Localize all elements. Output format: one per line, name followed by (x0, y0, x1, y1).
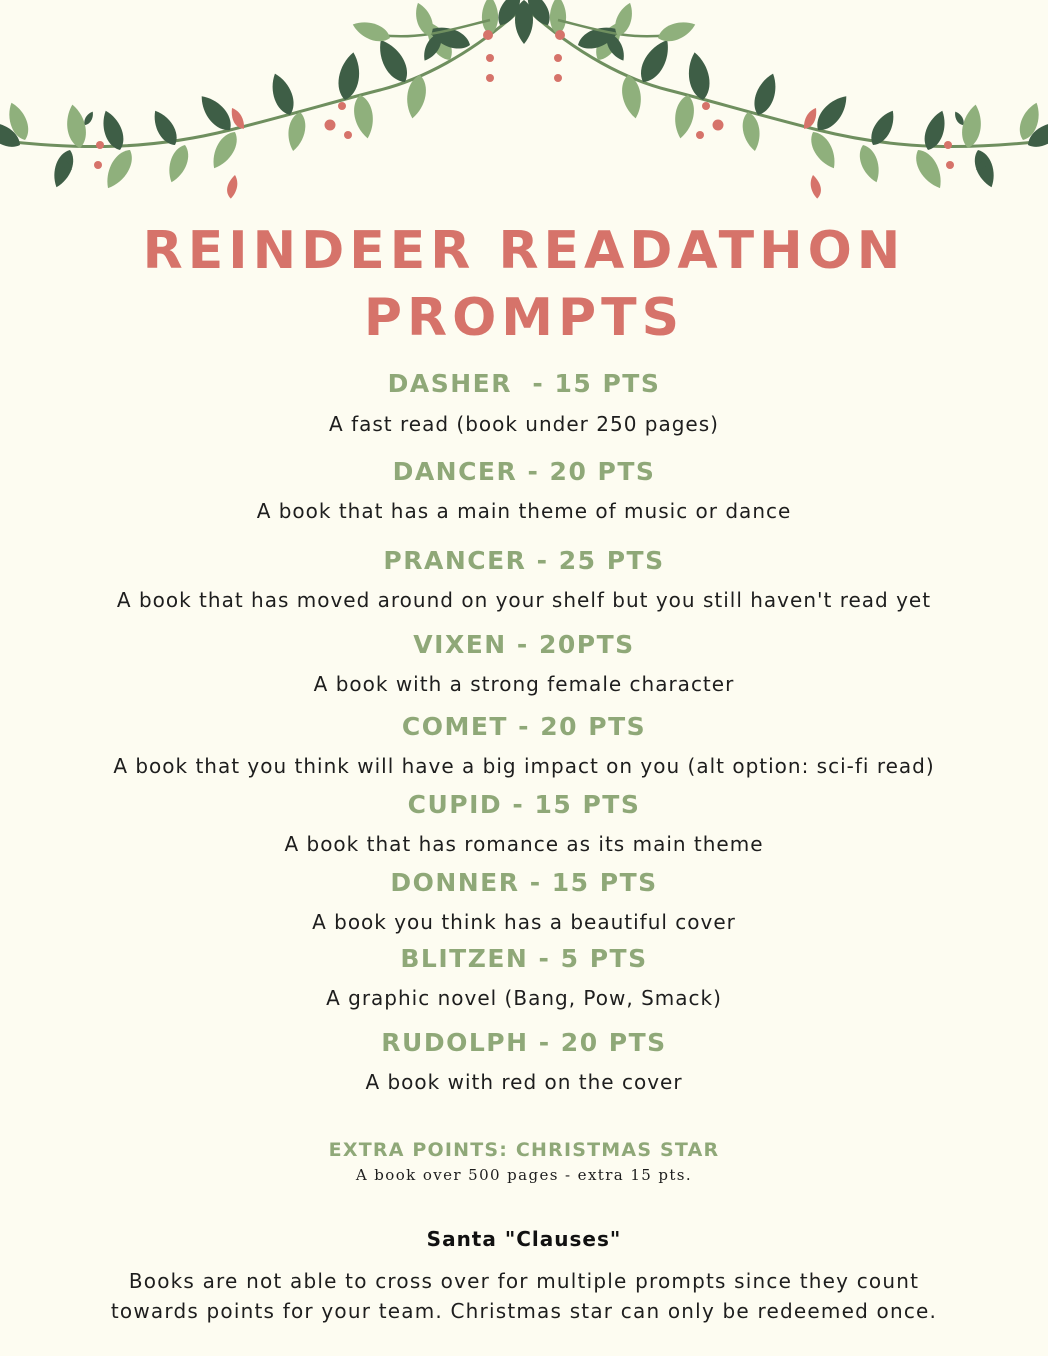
prompt-heading: RUDOLPH - 20 PTS (381, 1028, 667, 1057)
prompt-heading: BLITZEN - 5 PTS (400, 944, 648, 973)
rules-body (100, 1266, 948, 1326)
prompt-heading: VIXEN - 20PTS (413, 630, 635, 659)
prompt-heading: DANCER - 20 PTS (392, 457, 656, 486)
prompt-heading: PRANCER - 25 PTS (383, 546, 665, 575)
page-title-line-2: PROMPTS (363, 288, 685, 348)
holly-garland-decoration (0, 0, 1048, 205)
extra-points-heading: EXTRA POINTS: CHRISTMAS STAR (328, 1139, 720, 1161)
prompt-description: A fast read (book under 250 pages) (329, 412, 719, 436)
prompt-description: A book that you think will have a big impact on you (alt option: sci-fi read) (113, 754, 935, 778)
prompt-heading: COMET - 20 PTS (401, 712, 647, 741)
extra-points-description: A book over 500 pages - extra 15 pts. (355, 1166, 693, 1184)
prompt-description: A book with a strong female character (313, 672, 735, 696)
rules-title: Santa "Clauses" (426, 1227, 622, 1251)
prompt-description: A book that has a main theme of music or dance (256, 499, 792, 523)
prompt-heading: DASHER - 15 PTS (387, 369, 661, 398)
prompt-description: A graphic novel (Bang, Pow, Smack) (326, 986, 722, 1010)
prompt-description: A book that has moved around on your shelf but you still haven't read yet (116, 588, 932, 612)
page-title-line-1: REINDEER READATHON (142, 221, 906, 281)
prompt-heading: DONNER - 15 PTS (390, 868, 658, 897)
prompt-description: A book that has romance as its main theme (284, 832, 764, 856)
rules-line: Books are not able to cross over for multiple prompts since they count (128, 1269, 920, 1293)
prompt-description: A book you think has a beautiful cover (312, 910, 736, 934)
prompt-description: A book with red on the cover (365, 1070, 683, 1094)
prompt-heading: CUPID - 15 PTS (407, 790, 641, 819)
rules-line: towards points for your team. Christmas star can only be redeemed once. (110, 1299, 938, 1323)
